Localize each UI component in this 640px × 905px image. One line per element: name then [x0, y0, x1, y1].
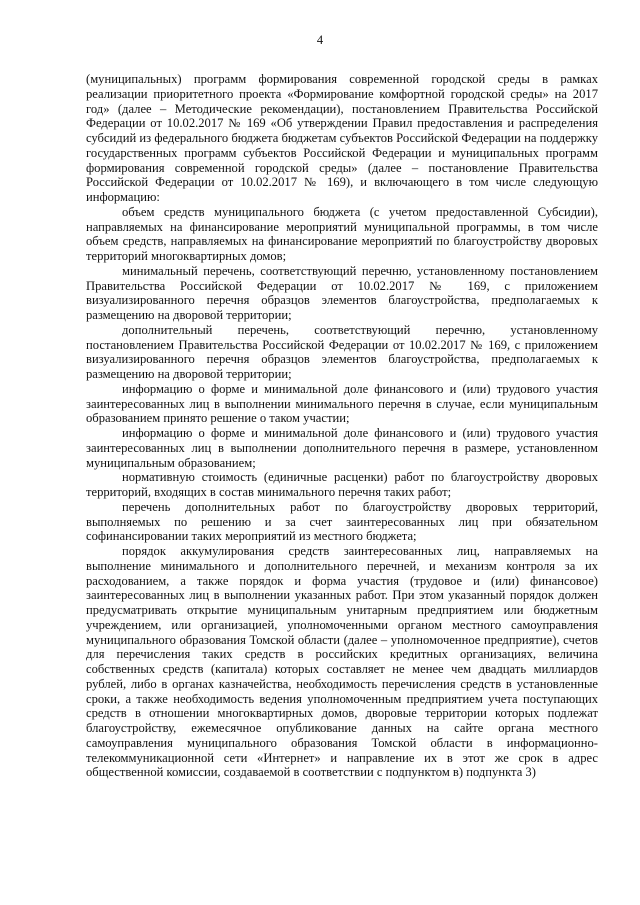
- paragraph-additional-participation: информацию о форме и минимальной доле финансового и (или) трудового участия заинтересованных лиц в выполнении дополнительного перечня в размере, установленном муниципальным образованием;: [86, 426, 598, 470]
- page-number: 4: [316, 33, 324, 47]
- paragraph-minimum-participation: информацию о форме и минимальной доле финансового и (или) трудового участия заинтересованных лиц в выполнении минимального перечня в случае, если муниципальным образованием принято решение о таком участии;: [86, 381, 598, 426]
- paragraph-accumulation-procedure: порядок аккумулирования средств заинтересованных лиц, направляемых на выполнение минимального и дополнительного перечней, и механизм контроля за их расходованием, а также порядок и форма участия (трудовое и (или) финансовое) заинтересованных лиц в выполнении указанных работ. При этом указанный порядок должен предусматривать открытие муниципальным унитарным предприятием или бюджетным учреждением, или организацией, уполномоченными органом местного самоуправления муниципального образования Томской области (далее – уполномоченное предприятие), счетов для перечисления таких средств в российских кредитных организациях, величина собственных средств (капитала) которых составляет не менее чем двадцать миллиардов рублей, либо в органах казначейства, необходимость перечисления средств в установленные сроки, а также необходимость ведения уполномоченным предприятием учета поступающих средств в отношении многоквартирных домов, дворовые территории которых подлежат благоустройству, ежемесячное опубликование данных на сайте органа местного самоуправления муниципального образования Томской области в информационно-телекоммуникационной сети «Интернет» и направление их в этот же срок в адрес общественной комиссии, создаваемой в соответствии с подпунктом в) подпункта 3): [86, 544, 598, 780]
- document-body: [86, 72, 598, 780]
- paragraph-additional-list: дополнительный перечень, соответствующий перечню, установленному постановлением Правительства Российской Федерации от 10.02.2017 № 169, с приложением визуализированного перечня образцов элементов благоустройства, предполагаемых к размещению на дворовой территории;: [86, 322, 598, 381]
- paragraph-standard-cost: нормативную стоимость (единичные расценки) работ по благоустройству дворовых территорий, входящих в состав минимального перечня таких работ;: [86, 470, 598, 499]
- paragraph-budget-volume: объем средств муниципального бюджета (с учетом предоставленной Субсидии), направляемых на финансирование мероприятий муниципальной программы, в том числе объем средств, направляемых на финансирование мероприятий по благоустройству дворовых территорий многоквартирных домов;: [86, 204, 598, 263]
- paragraph-extra-works: перечень дополнительных работ по благоустройству дворовых территорий, выполняемых по решению и за счет заинтересованных лиц при обязательном софинансировании таких мероприятий из местного бюджета;: [86, 499, 598, 544]
- paragraph-continuation: (муниципальных) программ формирования современной городской среды в рамках реализации приоритетного проекта «Формирование комфортной городской среды» на 2017 год» (далее – Методические рекомендации), постановлением Правительства Российской Федерации от 10.02.2017 № 169 «Об утверждении Правил предоставления и распределения субсидий из федерального бюджета бюджетам субъектов Российской Федерации на поддержку государственных программ субъектов Российской Федерации и муниципальных программ формирования современной городской среды» (далее – постановление Правительства Российской Федерации от 10.02.2017 № 169), и включающего в том числе следующую информацию:: [86, 72, 598, 204]
- paragraph-minimum-list: минимальный перечень, соответствующий перечню, установленному постановлением Правительства Российской Федерации от 10.02.2017 № 169, с приложением визуализированного перечня образцов элементов благоустройства, предполагаемых к размещению на дворовой территории;: [86, 263, 598, 322]
